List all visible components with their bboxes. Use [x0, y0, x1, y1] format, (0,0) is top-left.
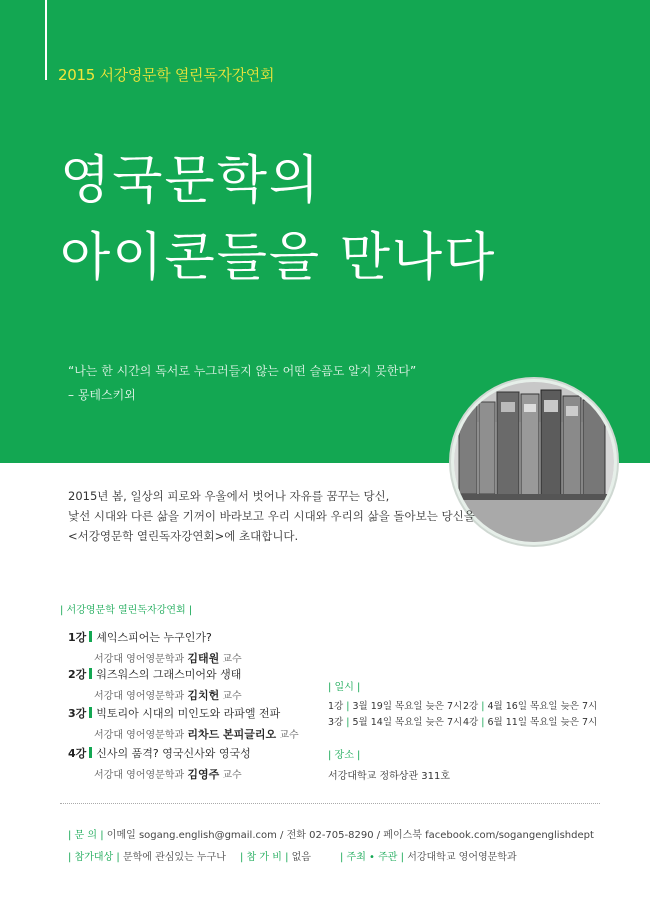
intro-line-3: <서강영문학 열린독자강연회>에 초대합니다.: [68, 529, 299, 543]
fee-row: [240, 848, 311, 863]
title-line-2: 아이콘들을 만나다: [60, 228, 497, 288]
schedule-label: | 일시 |: [328, 682, 361, 693]
host-label: | 주최 • 주관 |: [340, 852, 404, 863]
header-vertical-rule: [45, 0, 47, 80]
lecture-title: 셰익스피어는 누구인가?: [96, 631, 212, 644]
lecture-title: 신사의 품격? 영국신사와 영국성: [96, 747, 251, 760]
program-label: | 서강영문학 열린독자강연회 |: [60, 605, 193, 616]
schedule-item: 3강 | 5월 14일 목요일 늦은 7시: [328, 717, 463, 728]
contact-row: [68, 826, 594, 841]
lecturer: 서강대 영어영문학과 리차드 본피글리오 교수: [94, 728, 299, 741]
title-line-1: 영국문학의: [60, 151, 322, 211]
lecture-item: [68, 626, 338, 666]
lecturer: 서강대 영어영문학과 김태원 교수: [94, 652, 242, 665]
lecture-item: [68, 742, 338, 782]
place-label: | 장소 |: [328, 750, 361, 761]
books-illustration: [454, 382, 614, 542]
lecture-number: 2강: [68, 668, 87, 681]
lecture-item: [68, 663, 338, 703]
footer-divider: [60, 803, 600, 804]
lecturer: 서강대 영어영문학과 김영주 교수: [94, 768, 242, 781]
quote-author: – 몽테스키외: [68, 388, 136, 402]
event-subtitle: 2015 서강영문학 열린독자강연회: [58, 66, 275, 84]
lecture-bar: [89, 631, 92, 642]
schedule-item: 4강 | 6월 11일 목요일 늦은 7시: [463, 717, 598, 728]
lecture-number: 1강: [68, 631, 87, 644]
lecture-number: 4강: [68, 747, 87, 760]
contact-label: | 문 의 |: [68, 830, 104, 841]
lecture-title: 빅토리아 시대의 미인도와 라파엘 전파: [96, 707, 281, 720]
lecture-number: 3강: [68, 707, 87, 720]
audience-value: 문학에 관심있는 누구나: [122, 852, 226, 863]
lecture-bar: [89, 707, 92, 718]
audience-label: | 참가대상 |: [68, 852, 120, 863]
intro-line-1: 2015년 봄, 일상의 피로와 우울에서 벗어나 자유를 꿈꾸는 당신,: [68, 489, 390, 503]
lecture-title: 워즈워스의 그래스미어와 생태: [96, 668, 242, 681]
intro-line-2: 낯선 시대와 다른 삶을 기꺼이 바라보고 우리 시대와 우리의 삶을 돌아보는 당신을: [68, 509, 475, 523]
host-row: [340, 848, 517, 863]
lecturer: 서강대 영어영문학과 김치헌 교수: [94, 689, 242, 702]
lecture-item: [68, 702, 338, 742]
lecture-bar: [89, 747, 92, 758]
quote: “나는 한 시간의 독서로 누그러들지 않는 어떤 슬픔도 알지 못한다”: [68, 364, 417, 378]
schedule-item: 2강 | 4월 16일 목요일 늦은 7시: [463, 701, 598, 712]
audience-row: [68, 848, 226, 863]
schedule-item: 1강 | 3월 19일 목요일 늦은 7시: [328, 701, 463, 712]
host-value: 서강대학교 영어영문학과: [407, 852, 517, 863]
books-photo: [451, 379, 617, 545]
contact-value: 이메일 sogang.english@gmail.com / 전화 02-705-8290 / 페이스북 facebook.com/sogangenglishdept: [106, 830, 594, 841]
place-value: 서강대학교 정하상관 311호: [328, 771, 451, 782]
fee-label: | 참 가 비 |: [240, 852, 289, 863]
fee-value: 없음: [291, 852, 311, 863]
lecture-bar: [89, 668, 92, 679]
